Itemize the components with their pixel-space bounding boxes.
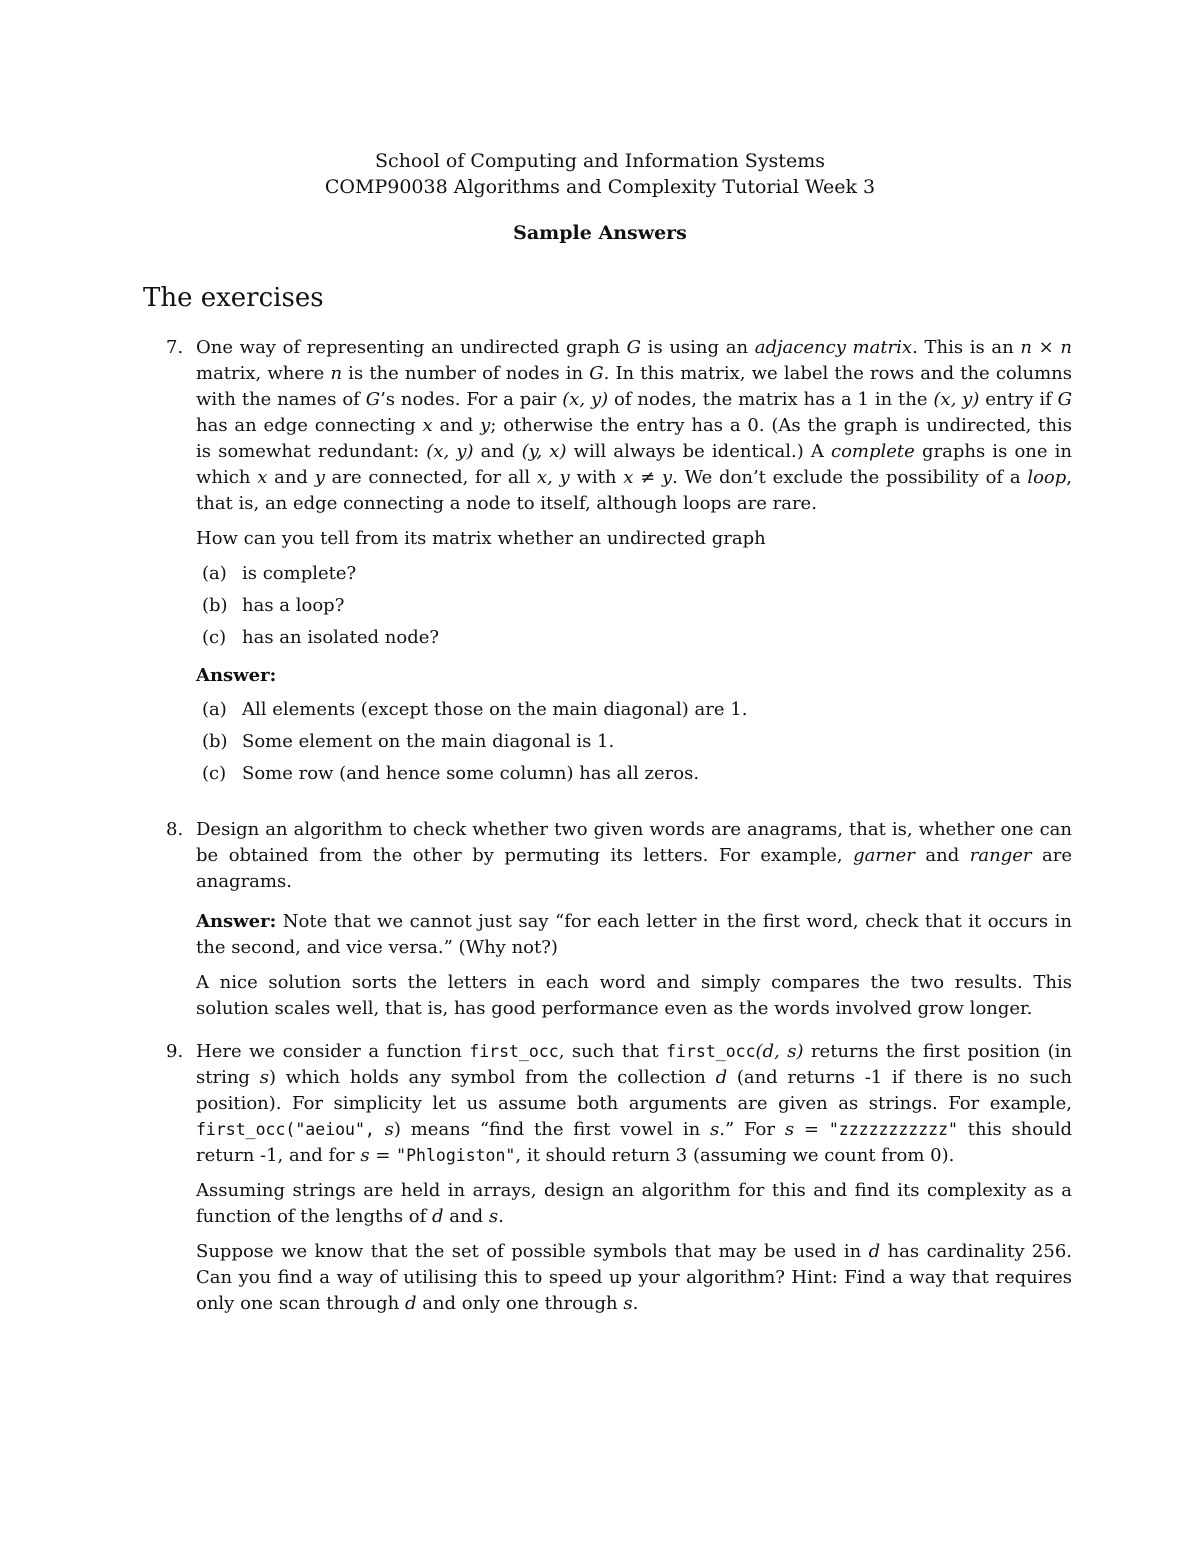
sub-question: (b) has a loop? <box>202 595 345 616</box>
answer-text: Answer: Note that we cannot just say “for each letter in the first word, check that it occurs in the second, and vice versa.” (Why not?) <box>196 911 1072 958</box>
section-heading: The exercises <box>143 283 324 313</box>
sub-question-list <box>196 561 1072 657</box>
question-text: Design an algorithm to check whether two given words are anagrams, that is, whether one can be obtained from the other by permuting its letters. For example, garner and ranger are anagrams. <box>196 819 1072 892</box>
question-body <box>196 1039 1072 1326</box>
sub-question: (a) is complete? <box>202 563 357 584</box>
question-text: One way of representing an undirected graph G is using an adjacency matrix. This is an n × n matrix, where n is the number of nodes in G. In this matrix, we label the rows and the columns with the names of G’s nodes. For a pair (x, y) of nodes, the matrix has a 1 in the (x, y) entry if G has an edge connecting x and y; otherwise the entry has a 0. (As the graph is undirected, this is somewhat redundant: (x, y) and (y, x) will always be identical.) A complete graphs is one in which x and y are connected, for all x, y with x ≠ y. We don’t exclude the possibility of a loop, that is, an edge connecting a node to itself, although loops are rare. <box>196 337 1073 514</box>
question-text: Here we consider a function first_occ, such that first_occ(d, s) returns the first position (in string s) which holds any symbol from the collection d (and returns -1 if there is no such position). For simplicity let us assume both arguments are given as strings. For example, first_occ("aeiou", s) means “find the first vowel in s.” For s = "zzzzzzzzzzz" this should return -1, and for s = "Phlogiston", it should return 3 (assuming we count from 0). <box>196 1041 1072 1166</box>
answer-item: (b) Some element on the main diagonal is 1. <box>202 731 615 752</box>
sub-question: (c) has an isolated node? <box>202 627 440 648</box>
question-body <box>196 817 1072 1031</box>
question-text: Assuming strings are held in arrays, design an algorithm for this and find its complexity as a function of the lengths of d and s. <box>196 1180 1072 1227</box>
answer-label: Answer: <box>196 665 277 686</box>
question-number: 8. <box>166 819 184 840</box>
course-title: COMP90038 Algorithms and Complexity Tutorial Week 3 <box>324 176 876 198</box>
school-name: School of Computing and Information Systems <box>375 150 825 172</box>
doc-subtitle: Sample Answers <box>513 222 687 244</box>
question-number: 7. <box>166 337 184 358</box>
question-prompt: How can you tell from its matrix whether an undirected graph <box>196 528 766 549</box>
question-body <box>196 335 1072 793</box>
answer-label: Answer: <box>196 911 277 932</box>
question-text: Suppose we know that the set of possible symbols that may be used in d has cardinality 256. Can you find a way of utilising this to speed up your algorithm? Hint: Find a way that requires only one scan through d and only one through s. <box>196 1241 1072 1314</box>
answer-text: A nice solution sorts the letters in each word and simply compares the two results. This solution scales well, that is, has good performance even as the words involved grow longer. <box>196 972 1072 1019</box>
question-number: 9. <box>166 1041 184 1062</box>
answer-item: (c) Some row (and hence some column) has all zeros. <box>202 763 700 784</box>
answer-list <box>196 697 1072 793</box>
answer-item: (a) All elements (except those on the main diagonal) are 1. <box>202 699 748 720</box>
